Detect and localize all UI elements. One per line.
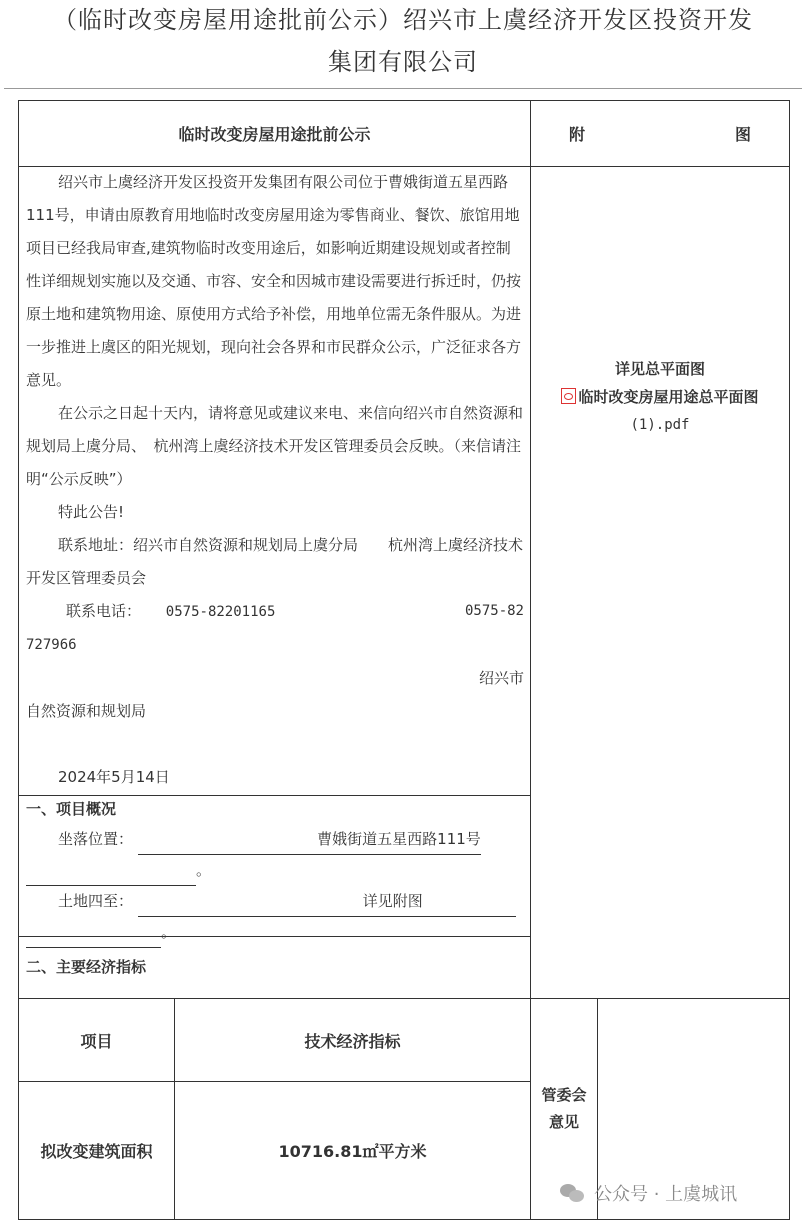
attachment-info [530, 355, 790, 439]
page-title [0, 0, 806, 82]
notice-column-header-label: 临时改变房屋用途批前公示 [178, 125, 371, 144]
boundary-value-text: 详见附图 [362, 892, 423, 910]
attachment-header-char-b: 图 [734, 125, 751, 144]
indicator-col-value-label: 技术经济指标 [304, 1031, 401, 1051]
economic-indicators-heading: 二、主要经济指标 [26, 958, 147, 976]
location-continuation [26, 855, 524, 886]
notice-contact-phone [26, 595, 524, 629]
indicator-col-item-header [18, 998, 175, 1082]
watermark-text: 公众号 · 上虞城讯 [594, 1184, 738, 1205]
indicator-row-item-label: 拟改变建筑面积 [40, 1142, 153, 1161]
notice-column-header [18, 100, 531, 167]
location-row [26, 824, 524, 855]
boundary-fill-line [26, 917, 161, 948]
phone-number-1: 0575-82201165 [165, 604, 276, 620]
attachment-file-name[interactable]: 临时改变房屋用途总平面图 [578, 388, 759, 406]
project-overview-heading: 一、项目概况 [26, 800, 117, 818]
notice-paragraph-2: 在公示之日起十天内，请将意见或建议来电、来信向绍兴市自然资源和规划局上虞分局、 杭州湾上虞经济技术开发区管理委员会反映。（来信请注明“公示反映”） [26, 404, 524, 488]
phone-number-2-part1: 0575-82 [464, 603, 524, 619]
indicator-row-value [174, 1081, 531, 1220]
notice-text [26, 166, 524, 794]
boundary-label: 土地四至： [58, 892, 134, 910]
boundary-row [26, 886, 524, 917]
phone-number-2-part2: 727966 [26, 637, 77, 653]
attachment-column-header [530, 100, 790, 167]
attachment-link[interactable] [530, 383, 790, 411]
committee-label-line2: 意见 [548, 1113, 579, 1131]
boundary-end: 。 [161, 923, 177, 941]
notice-signature-1: 绍兴市 [478, 669, 524, 687]
indicator-col-item-label: 项目 [80, 1031, 113, 1051]
indicator-row-item [18, 1081, 175, 1220]
page-title-line2: 集团有限公司 [328, 48, 478, 76]
notice-table [18, 100, 790, 1220]
title-divider [4, 88, 802, 89]
indicator-row-value-text: 10716.81㎡平方米 [278, 1142, 427, 1161]
notice-paragraph-3: 特此公告! [58, 503, 125, 521]
pdf-icon [561, 388, 576, 404]
notice-date: 2024年5月14日 [58, 768, 170, 786]
project-overview [26, 794, 524, 948]
attachment-header-char-a: 附 [569, 125, 586, 144]
notice-contact-address: 联系地址：绍兴市自然资源和规划局上虞分局 杭州湾上虞经济技术开发区管理委员会 [26, 536, 524, 587]
notice-spacer [26, 728, 524, 761]
location-value-text: 曹娥街道五星西路111号 [317, 830, 481, 848]
notice-paragraph-1: 绍兴市上虞经济开发区投资开发集团有限公司位于曹娥街道五星西路111号，申请由原教育用地临时改变房屋用途为零售商业、餐饮、旅馆用地项目已经我局审查,建筑物临时改变用途后，如影响近期建设规划或者控制性详细规划实施以及交通、市容、安全和因城市建设需要进行拆迁时，仍按原土地和建筑物用途、原使用方式给予补偿，用地单位需无条件服从。为进一步推进上虞区的阳光规划，现向社会各界和市民群众公示，广泛征求各方意见。 [26, 173, 522, 389]
attachment-file-suffix[interactable]: (1).pdf [630, 417, 690, 433]
page-title-line1: （临时改变房屋用途批前公示）绍兴市上虞经济开发区投资开发 [53, 6, 753, 34]
phone-label: 联系电话： [66, 602, 142, 620]
location-value [138, 824, 481, 855]
location-fill-line [26, 855, 196, 886]
location-end: 。 [196, 861, 212, 879]
notice-signature-2: 自然资源和规划局 [26, 702, 147, 720]
location-label: 坐落位置： [58, 830, 134, 848]
committee-label-line1: 管委会 [541, 1086, 587, 1104]
boundary-value [138, 886, 516, 917]
wechat-icon [560, 1182, 586, 1204]
attachment-cell [530, 166, 790, 999]
indicator-col-value-header [174, 998, 531, 1082]
attachment-caption: 详见总平面图 [614, 360, 705, 378]
boundary-continuation [26, 917, 524, 948]
watermark [560, 1180, 737, 1206]
